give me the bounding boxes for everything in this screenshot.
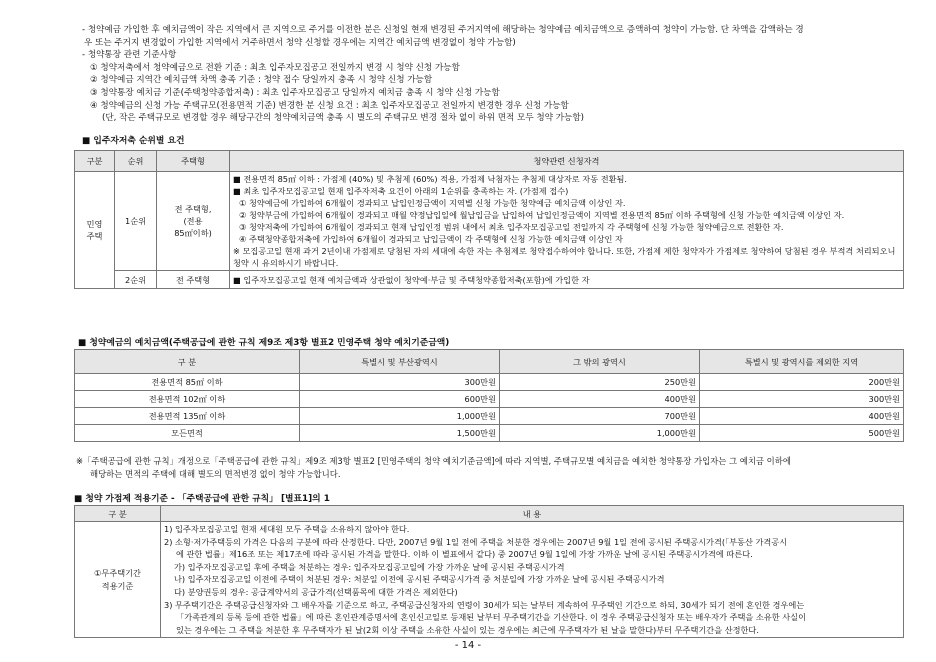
deposit-value: 400만원: [700, 408, 904, 425]
note-line: 해당하는 면적의 주택에 대해 별도의 면적변경 없이 청약 가능합니다.: [90, 469, 341, 479]
content-line: 가) 입주자모집공고일 후에 주택을 처분하는 경우: 입주자모집공고일에 가장 가까운 날에 공시된 주택공시가격: [174, 561, 565, 572]
col-header-housing-type: 주택형: [157, 151, 230, 172]
housing-type-2: 전 주택형: [157, 271, 230, 289]
intro-notes: [82, 24, 902, 125]
page-number: - 14 -: [454, 640, 482, 651]
col-header-qualification: 청약관련 신청자격: [230, 151, 904, 172]
content-line: 에 관한 법률」제16조 또는 제17조에 따라 공시된 가격을 말한다. 이하 이 별표에서 같다) 중 2007년 9월 1일에 가장 가까운 날에 공시된 주택공시가격에 따른다.: [176, 549, 753, 560]
requirement-line: ■ 전용면적 85㎡ 이하 : 가점제 (40%) 및 추첨제 (60%) 적용, 가점제 낙첨자는 추첨제 대상자로 자동 전환됨.: [233, 174, 628, 184]
intro-line: ① 청약저축에서 청약예금으로 전환 기준 : 최초 입주자모집공고 전일까지 변경 시 청약 신청 가능함: [90, 62, 460, 73]
deposit-value: 600만원: [300, 391, 500, 408]
content-line: 2) 소형·저가주택등의 가격은 다음의 구분에 따라 산정한다. 다만, 2007년 9월 1일 전에 주택을 처분한 경우에는 2007년 9월 1일 전에 공시된 주택공시가격(「부동산 가격공시: [164, 536, 788, 547]
col-header-content: 내 용: [161, 506, 904, 522]
content-line: 「가족관계의 등록 등에 관한 법률」에 따른 혼인관계증명서에 혼인신고일로 등재된 날부터 무주택기간을 기산한다. 이 경우 주택공급신청자 또는 배우자가 주택을 소유한 사실이: [176, 612, 806, 623]
requirement-line: ② 청약부금에 가입하여 6개월이 경과되고 매월 약정납입일에 월납입금을 납입하여 납입인정금액이 지역별 전용면적 85㎡ 이하 주택형에 신청 가능한 예치금액 이상인 자.: [239, 210, 845, 220]
rank2-requirements: ■ 입주자모집공고일 현재 예치금액과 상관없이 청약예·부금 및 주택청약종합저축(포함)에 가입한 자: [230, 271, 904, 289]
content-line: 있는 경우에는 그 주택을 처분한 후 무주택자가 된 날(2회 이상 주택을 소유한 사실이 있는 경우에는 최근에 무주택자가 된 날을 말한다)부터 무주택기간을 산정한다.: [176, 624, 759, 635]
deposit-value: 1,000만원: [500, 425, 700, 442]
intro-line: ② 청약예금 지역간 예치금액 차액 충족 기준 : 청약 접수 당일까지 충족 시 청약 신청 가능함: [90, 75, 433, 86]
intro-line: - 청약통장 관련 기준사항: [82, 50, 177, 61]
intro-line: ④ 청약예금의 신청 가능 주택규모(전용면적 기준) 변경한 분 신청 요건 : 최초 입주자모집공고 전일까지 변경한 경우 신청 가능함: [90, 100, 569, 111]
content-line: 나) 입주자모집공고일 이전에 주택이 처분된 경우: 처분일 이전에 공시된 주택공시가격 중 처분일에 가장 가까운 날에 공시된 주택공시가격: [174, 574, 665, 585]
deposit-value: 400만원: [500, 391, 700, 408]
col-header-seoul-busan: 특별시 및 부산광역시: [300, 350, 500, 374]
area-label: 전용면적 135㎡ 이하: [75, 408, 300, 425]
section3-title: ■ 청약 가점제 적용기준 - 「주택공급에 관한 규칙」 [별표1]의 1: [74, 494, 330, 504]
requirement-line: ③ 청약저축에 가입하여 6개월이 경과되고 현재 납입인정 범위 내에서 최초 입주자모집공고일 전일까지 각 주택형에 신청 가능한 청약예금으로 전환한 자.: [239, 222, 784, 232]
deposit-value: 250만원: [500, 374, 700, 391]
rank1-requirements: [230, 172, 904, 271]
area-label: 모든면적: [75, 425, 300, 442]
requirement-line: ■ 최초 입주자모집공고일 현재 입주자저축 요건이 아래의 1순위를 충족하는 자. (가점제 접수): [233, 186, 569, 196]
content-line: 3) 무주택기간은 주택공급신청자와 그 배우자를 기준으로 하고, 주택공급신청자의 연령이 30세가 되는 날부터 계속하여 무주택인 기간으로 하되, 30세가 되기 전에 혼인한 경우에는: [164, 599, 805, 610]
intro-line: ③ 청약통장 예치금 기준(주택청약종합저축) : 최초 입주자모집공고 당일까지 예치금 충족 시 청약 신청 가능함: [90, 87, 500, 98]
area-label: 전용면적 85㎡ 이하: [75, 374, 300, 391]
col-header-category: 구분: [75, 151, 115, 172]
intro-line: 우 또는 주거지 변경없이 가입한 지역에서 거주하면서 청약 신청할 경우에는 지역간 예치금액 변경없이 청약 가능함): [84, 37, 516, 48]
intro-line: - 청약예금 가입한 후 예치금액이 작은 지역에서 큰 지역으로 주거를 이전한 분은 신청일 현재 변경된 주거지역에 해당하는 청약예금 예치금액으로 증액하여 청약이 가능함. 단 차액을 감액하는 경: [82, 25, 804, 35]
housing-type-1: 전 주택형, (전용 85㎡이하): [157, 172, 230, 271]
deposit-value: 700만원: [500, 408, 700, 425]
content-line: 1) 입주자모집공고일 현재 세대원 모두 주택을 소유하지 않아야 한다.: [164, 524, 410, 534]
no-house-period-label: ①무주택기간 적용기준: [75, 522, 161, 638]
rank-2: 2순위: [115, 271, 157, 289]
category-private-housing: 민영 주택: [75, 172, 115, 289]
rank-1: 1순위: [115, 172, 157, 271]
col-header-other-regions: 특별시 및 광역시를 제외한 지역: [700, 350, 904, 374]
deposit-value: 500만원: [700, 425, 904, 442]
regulation-note: [76, 455, 902, 481]
col-header-other-metro: 그 밖의 광역시: [500, 350, 700, 374]
intro-line: (단, 작은 주택규모로 변경할 경우 해당구간의 청약예치금액 충족 시 별도의 주택규모 변경 절차 없이 하위 면적 모두 청약 가능함): [102, 113, 584, 124]
col-header-classification: 구 분: [75, 350, 300, 374]
deposit-value: 300만원: [700, 391, 904, 408]
deposit-value: 1,000만원: [300, 408, 500, 425]
point-system-table: [74, 505, 904, 638]
area-label: 전용면적 102㎡ 이하: [75, 391, 300, 408]
deposit-value: 300만원: [300, 374, 500, 391]
deposit-value: 200만원: [700, 374, 904, 391]
requirement-line: ④ 주택청약종합저축에 가입하여 6개월이 경과되고 납입금액이 각 주택형에 신청 가능한 예치금액 이상인 자: [239, 234, 623, 244]
rank-requirements-table: [74, 150, 904, 289]
no-house-period-content: [161, 522, 904, 638]
section2-title: ■ 청약예금의 예치금액(주택공급에 관한 규칙 제9조 제3항 별표2 민영주택 청약 예치기준금액): [78, 338, 450, 348]
note-line: ※「주택공급에 관한 규칙」개정으로「주택공급에 관한 규칙」제9조 제3항 별표2 [민영주택의 청약 예치기준금액]에 따라 지역별, 주택규모별 예치금을 예치한 청약통장 가입자는 그 예치금 이하에: [76, 456, 791, 466]
requirement-line: ① 청약예금에 가입하여 6개월이 경과되고 납입인정금액이 지역별 신청 가능한 청약예금 예치금액 이상인 자.: [239, 198, 626, 208]
content-line: 다) 분양권등의 경우: 공급계약서의 공급가격(선택품목에 대한 가격은 제외한다): [174, 586, 458, 597]
deposit-amount-table: [74, 349, 904, 442]
col-header-rank: 순위: [115, 151, 157, 172]
deposit-value: 1,500만원: [300, 425, 500, 442]
section1-title: ■ 입주자저축 순위별 요건: [82, 136, 185, 146]
requirement-note: ※ 모집공고일 현재 과거 2년이내 가점제로 당첨된 자의 세대에 속한 자는 추첨제로 청약접수하여야 합니다. 또한, 가점제 제한 청약자가 가점제로 청약하여 당첨된 경우 부적격 처리되오니 청약 시 유의하시기 바랍니다.: [233, 246, 896, 268]
col-header-classification: 구 분: [75, 506, 161, 522]
